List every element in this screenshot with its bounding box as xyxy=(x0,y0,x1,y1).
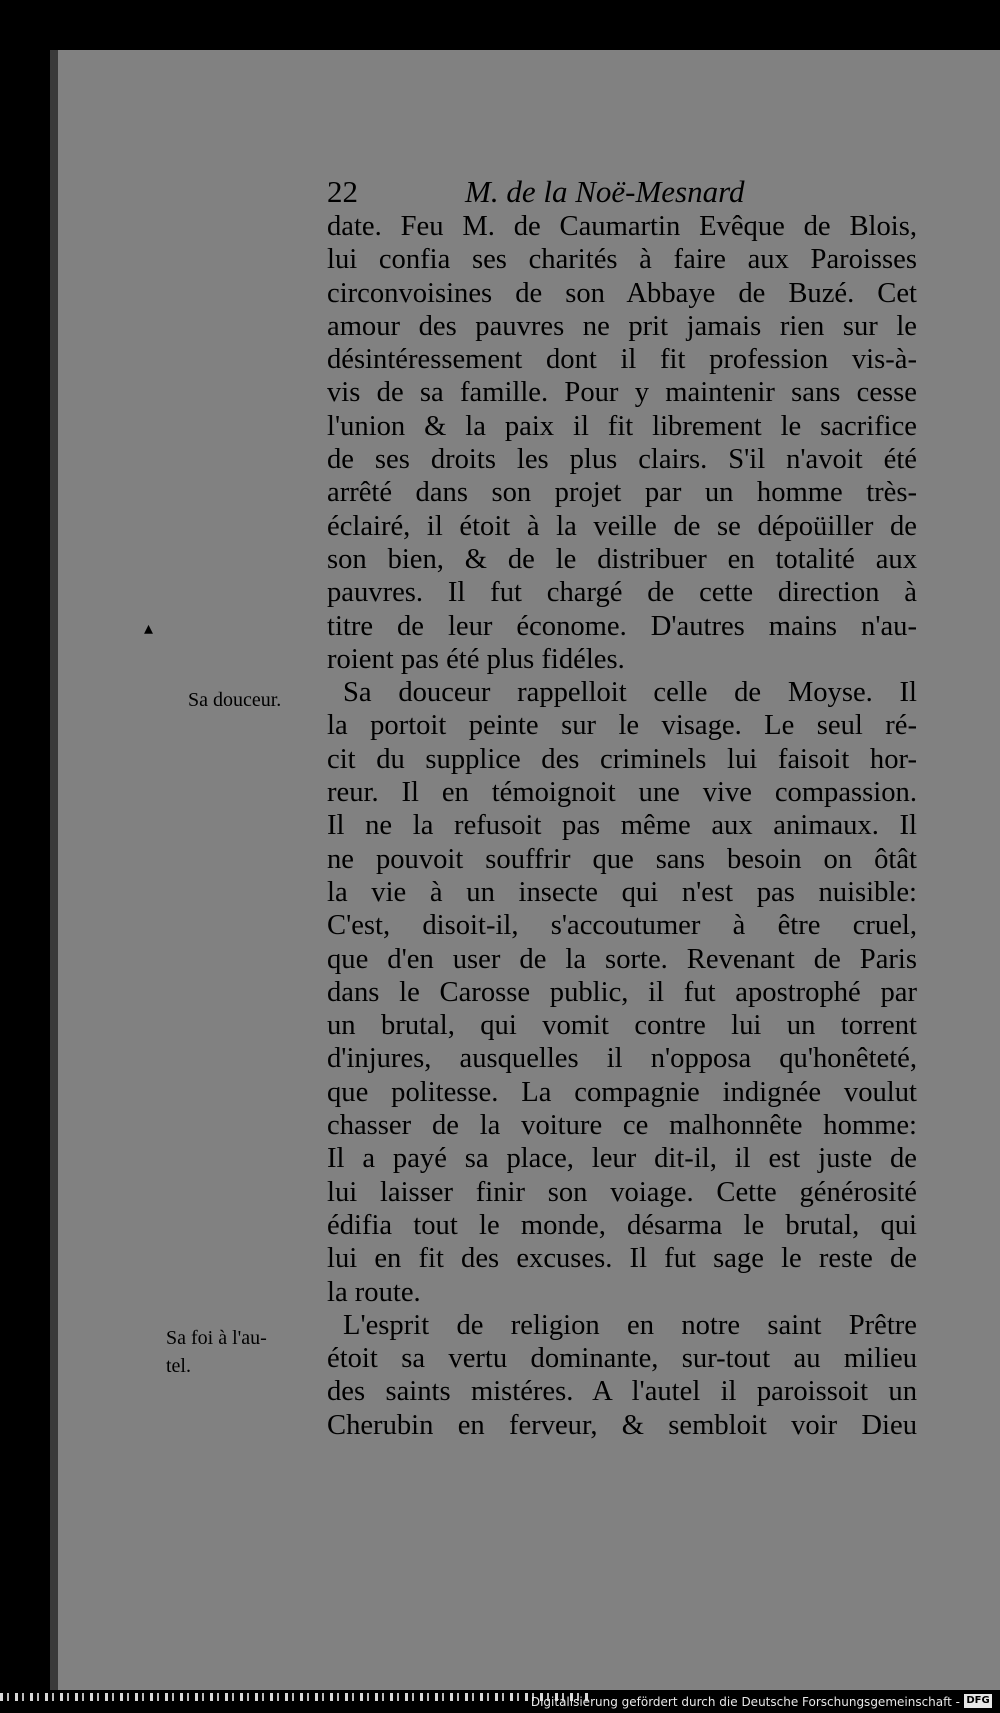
text-line: un brutal, qui vomit contre lui un torrent xyxy=(327,1010,917,1042)
running-title: M. de la Noë-Mesnard xyxy=(465,174,745,209)
text-line: Il ne la refusoit pas même aux animaux. Il xyxy=(327,810,917,842)
text-line: cit du supplice des criminels lui faisoit hor- xyxy=(327,743,917,775)
page-number: 22 xyxy=(327,174,358,209)
text-line: circonvoisines de son Abbaye de Buzé. Cet xyxy=(327,277,917,309)
margin-note-douceur: Sa douceur. xyxy=(188,689,282,711)
text-line: date. Feu M. de Caumartin Evêque de Blois, xyxy=(327,211,917,242)
margin-note-foi-line1: Sa foi à l'au- xyxy=(166,1327,267,1349)
body-text xyxy=(327,210,917,1442)
text-line: titre de leur économe. D'autres mains n'au- xyxy=(327,610,917,642)
text-line: édifia tout le monde, désarma le brutal, qui xyxy=(327,1209,917,1241)
text-line: lui laisser finir son voiage. Cette générosité xyxy=(327,1176,917,1208)
text-line: arrêté dans son projet par un homme très- xyxy=(327,477,917,509)
running-header xyxy=(327,174,907,214)
text-line: amour des pauvres ne prit jamais rien sur le xyxy=(327,310,917,342)
text-line: pauvres. Il fut chargé de cette direction à xyxy=(327,577,917,609)
text-line: ne pouvoit souffrir que sans besoin on ôtât xyxy=(327,843,917,875)
text-line: Il a payé sa place, leur dit-il, il est juste de xyxy=(327,1143,917,1175)
text-line: la portoit peinte sur le visage. Le seul ré- xyxy=(327,710,917,742)
text-line: son bien, & de le distribuer en totalité aux xyxy=(327,543,917,575)
text-line: C'est, disoit-il, s'accoutumer à être cruel, xyxy=(327,910,917,942)
text-line: l'union & la paix il fit librement le sacrifice xyxy=(327,410,917,442)
text-line: étoit sa vertu dominante, sur-tout au milieu xyxy=(327,1343,917,1375)
text-line: désintéressement dont il fit profession vis-à- xyxy=(327,344,917,376)
dfg-logo-icon: DFG xyxy=(964,1694,992,1708)
text-line: L'esprit de religion en notre saint Prêtre xyxy=(343,1309,917,1341)
text-line: dans le Carosse public, il fut apostrophé par xyxy=(327,976,917,1008)
text-line: éclairé, il étoit à la veille de se dépoüiller de xyxy=(327,510,917,542)
margin-note-foi-line2: tel. xyxy=(166,1355,191,1377)
text-line: que d'en user de la sorte. Revenant de Paris xyxy=(327,943,917,975)
page-edge-shadow xyxy=(50,50,58,1710)
digitization-credit: Digitalisierung gefördert durch die Deutsche Forschungsgemeinschaft - xyxy=(530,1695,960,1709)
text-line: la vie à un insecte qui n'est pas nuisible: xyxy=(327,876,917,908)
text-line: vis de sa famille. Pour y maintenir sans cesse xyxy=(327,377,917,409)
text-line: lui confia ses charités à faire aux Paroisses xyxy=(327,244,917,276)
text-line: de ses droits les plus clairs. S'il n'avoit été xyxy=(327,444,917,476)
text-line: Sa douceur rappelloit celle de Moyse. Il xyxy=(343,677,917,709)
text-line: la route. xyxy=(327,1276,421,1308)
text-line: lui en fit des excuses. Il fut sage le reste de xyxy=(327,1243,917,1275)
text-line: chasser de la voiture ce malhonnête homme: xyxy=(327,1110,917,1142)
text-line: roient pas été plus fidéles. xyxy=(327,643,625,675)
text-line: des saints mistéres. A l'autel il paroissoit un xyxy=(327,1376,917,1408)
scan-edge-noise xyxy=(0,1693,590,1701)
text-line: Cherubin en ferveur, & sembloit voir Dieu xyxy=(327,1409,917,1441)
ink-speck: ▴ xyxy=(144,618,154,639)
text-line: reur. Il en témoignoit une vive compassion. xyxy=(327,777,917,809)
text-line: que politesse. La compagnie indignée voulut xyxy=(327,1076,917,1108)
text-line: d'injures, ausquelles il n'opposa qu'honêteté, xyxy=(327,1043,917,1075)
